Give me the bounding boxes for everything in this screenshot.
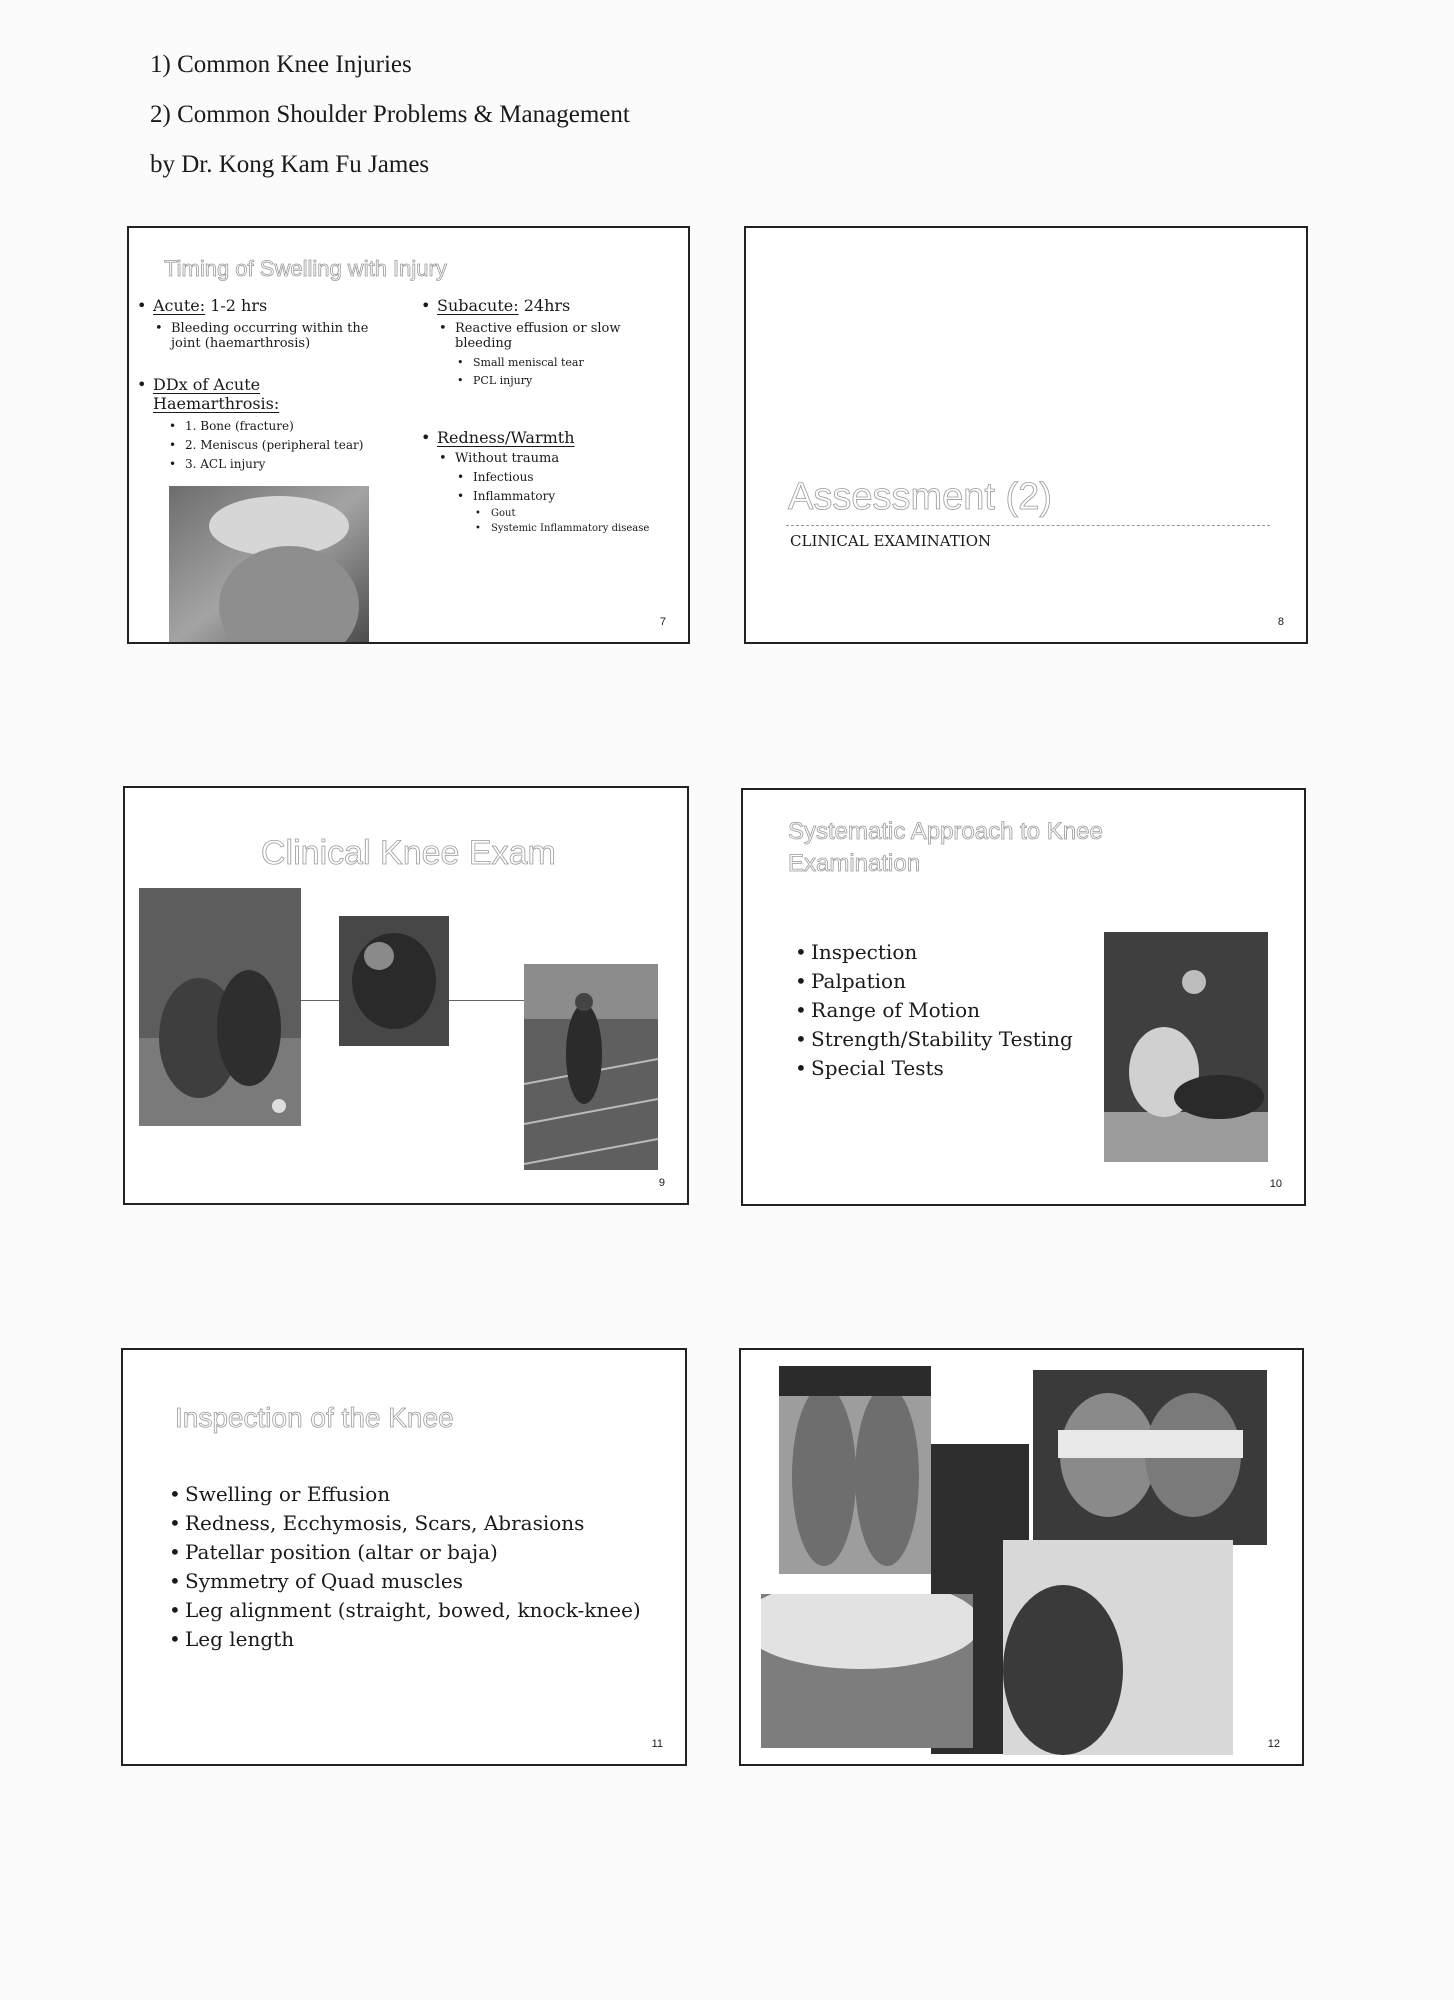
leg-on-sheet-photo [1003, 1540, 1233, 1755]
track-runner-photo [524, 964, 658, 1170]
inflammatory-sub-2: • Systemic Inflammatory disease [473, 522, 679, 535]
slide-11-page-number: 11 [651, 1738, 663, 1750]
football-photo [139, 888, 301, 1126]
header-line-2: 2) Common Shoulder Problems & Management [150, 101, 630, 128]
knees-front-photo [779, 1366, 931, 1574]
slide-8-title: Assessment (2) [788, 476, 1052, 518]
sideline-exam-photo [1104, 932, 1268, 1162]
header-line-3: by Dr. Kong Kam Fu James [150, 151, 430, 178]
inspection-item-1: • Swelling or Effusion [167, 1480, 641, 1509]
slide-11-title: Inspection of the Knee [175, 1402, 454, 1433]
slide-12-page-number: 12 [1267, 1738, 1280, 1750]
ddx-item: • DDx of Acute Haemarthrosis: • 1. Bone (fracture) • 2. Meniscus (peripheral tear) • 3. ACL injury [135, 375, 385, 474]
slide-7-col1 [135, 296, 385, 474]
inflammatory-sub-1: • Gout [473, 506, 679, 522]
slide-7-title: Timing of Swelling with Injury [164, 256, 447, 281]
slide-10 [741, 788, 1306, 1206]
ddx-item-3: • 3. ACL injury [167, 455, 385, 474]
slide-10-title-line-1: Systematic Approach to Knee [788, 818, 1103, 845]
slide-8-divider [786, 525, 1270, 526]
ddx-item-2: • 2. Meniscus (peripheral tear) [167, 436, 385, 455]
slide-10-title-line-2: Examination [788, 850, 921, 877]
redness-item: • Redness/Warmth • Without trauma • Infectious • Inflammatory • Gout • Systemic Inflammatory disease [419, 428, 679, 535]
approach-item-4: • Strength/Stability Testing [793, 1025, 1073, 1054]
slide-11-list [167, 1480, 641, 1654]
inspection-item-6: • Leg length [167, 1625, 641, 1654]
ddx-item-1: • 1. Bone (fracture) [167, 417, 385, 436]
knees-flexed-photo [1033, 1370, 1267, 1545]
slide-9-page-number: 9 [658, 1177, 665, 1189]
header-line-1: 1) Common Knee Injuries [150, 51, 412, 78]
redness-sub: • Without trauma • Infectious • Inflammatory • Gout • Systemic Inflammatory disease [437, 451, 679, 535]
subacute-sub-2: • PCL injury [455, 372, 679, 390]
slide-10-list [793, 938, 1073, 1083]
inspection-item-3: • Patellar position (altar or baja) [167, 1538, 641, 1567]
subacute-sub-1: • Small meniscal tear [455, 354, 679, 372]
thigh-photo [761, 1594, 973, 1748]
connector-line-1 [301, 1000, 339, 1001]
approach-item-2: • Palpation [793, 967, 1073, 996]
slide-8-page-number: 8 [1277, 616, 1284, 628]
redness-sub-1: • Infectious [455, 468, 679, 487]
inspection-item-4: • Symmetry of Quad muscles [167, 1567, 641, 1596]
knee-palpation-photo [169, 486, 369, 644]
redness-sub-2: • Inflammatory • Gout • Systemic Inflammatory disease [455, 487, 679, 535]
slide-7-page-number: 7 [659, 616, 666, 628]
slide-9 [123, 786, 689, 1205]
slide-7 [127, 226, 690, 644]
subacute-sub: • Reactive effusion or slow bleeding • Small meniscal tear • PCL injury [437, 321, 679, 390]
subacute-item: • Subacute: 24hrs • Reactive effusion or slow bleeding • Small meniscal tear • PCL injury [419, 296, 679, 390]
slide-11 [121, 1348, 687, 1766]
slide-7-col2 [419, 296, 679, 535]
slide-9-title: Clinical Knee Exam [261, 834, 556, 872]
slide-8 [744, 226, 1308, 644]
slide-10-page-number: 10 [1269, 1178, 1282, 1190]
slide-8-subtitle: CLINICAL EXAMINATION [790, 532, 992, 550]
approach-item-1: • Inspection [793, 938, 1073, 967]
wrestling-photo [339, 916, 449, 1046]
document-header [150, 40, 630, 190]
acute-sub: • Bleeding occurring within the joint (haemarthrosis) [153, 321, 385, 351]
inspection-item-5: • Leg alignment (straight, bowed, knock-knee) [167, 1596, 641, 1625]
acute-item: • Acute: 1-2 hrs • Bleeding occurring within the joint (haemarthrosis) [135, 296, 385, 351]
inspection-item-2: • Redness, Ecchymosis, Scars, Abrasions [167, 1509, 641, 1538]
approach-item-5: • Special Tests [793, 1054, 1073, 1083]
slide-12 [739, 1348, 1304, 1766]
approach-item-3: • Range of Motion [793, 996, 1073, 1025]
